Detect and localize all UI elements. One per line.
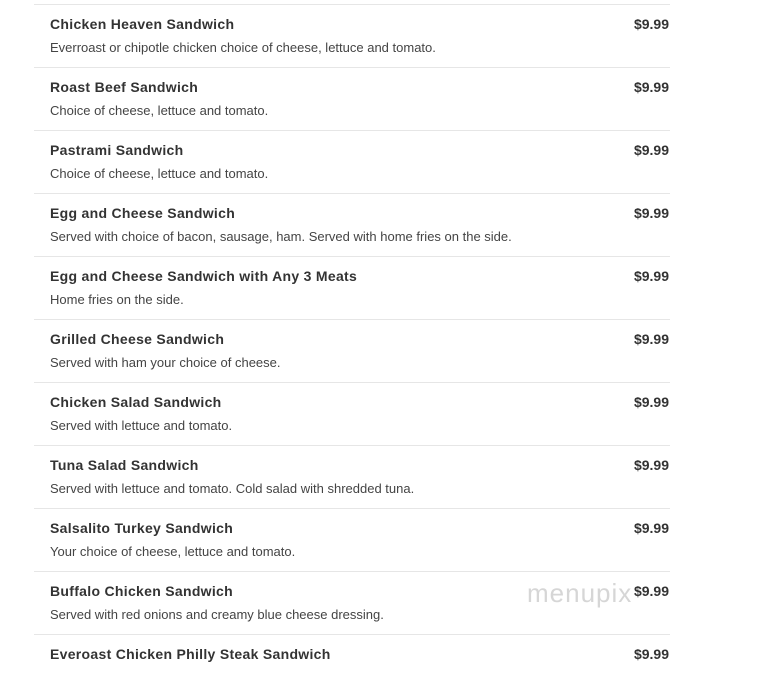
item-price: $9.99 [633,16,669,32]
item-price: $9.99 [633,268,669,284]
item-description: Everroast or chipotle chicken choice of cheese, lettuce and tomato. [50,40,436,55]
menu-item [34,635,670,697]
item-name: Grilled Cheese Sandwich [50,331,225,347]
watermark-logo: menupix [527,578,633,608]
menu-item [34,383,670,446]
item-price: $9.99 [633,583,669,599]
menu-item [34,509,670,572]
item-description: Choice of cheese, lettuce and tomato. [50,166,269,181]
item-name: Everoast Chicken Philly Steak Sandwich [50,646,331,662]
item-description: Served with choice of bacon, sausage, ham. Served with home fries on the side. [50,229,512,244]
menu-item [34,68,670,131]
menu-item [34,194,670,257]
item-description: Served with ham your choice of cheese. [50,355,281,370]
item-name: Tuna Salad Sandwich [50,457,199,473]
item-price: $9.99 [633,205,669,221]
menu-item [34,446,670,509]
item-description: Served with lettuce and tomato. Cold salad with shredded tuna. [50,481,415,496]
menu-item [34,257,670,320]
item-name: Pastrami Sandwich [50,142,184,158]
item-price: $9.99 [633,79,669,95]
item-name: Egg and Cheese Sandwich [50,205,236,221]
item-description: Your choice of cheese, lettuce and tomato. [50,544,296,559]
menu-item [34,320,670,383]
item-description: Choice of cheese, lettuce and tomato. [50,103,269,118]
item-description: Served with lettuce and tomato. [50,418,233,433]
item-name: Roast Beef Sandwich [50,79,199,95]
item-description: Served with red onions and creamy blue cheese dressing. [50,607,384,622]
item-description: Home fries on the side. [50,292,184,307]
item-name: Chicken Heaven Sandwich [50,16,235,32]
menu-item [34,131,670,194]
menu-list [34,4,670,697]
item-price: $9.99 [633,646,669,662]
item-price: $9.99 [633,394,669,410]
menu-item [34,5,670,68]
menu-item [34,572,670,635]
item-name: Buffalo Chicken Sandwich [50,583,233,599]
item-price: $9.99 [633,142,669,158]
item-price: $9.99 [633,520,669,536]
item-name: Chicken Salad Sandwich [50,394,222,410]
item-name: Egg and Cheese Sandwich with Any 3 Meats [50,268,358,284]
item-price: $9.99 [633,457,669,473]
item-price: $9.99 [633,331,669,347]
item-name: Salsalito Turkey Sandwich [50,520,234,536]
